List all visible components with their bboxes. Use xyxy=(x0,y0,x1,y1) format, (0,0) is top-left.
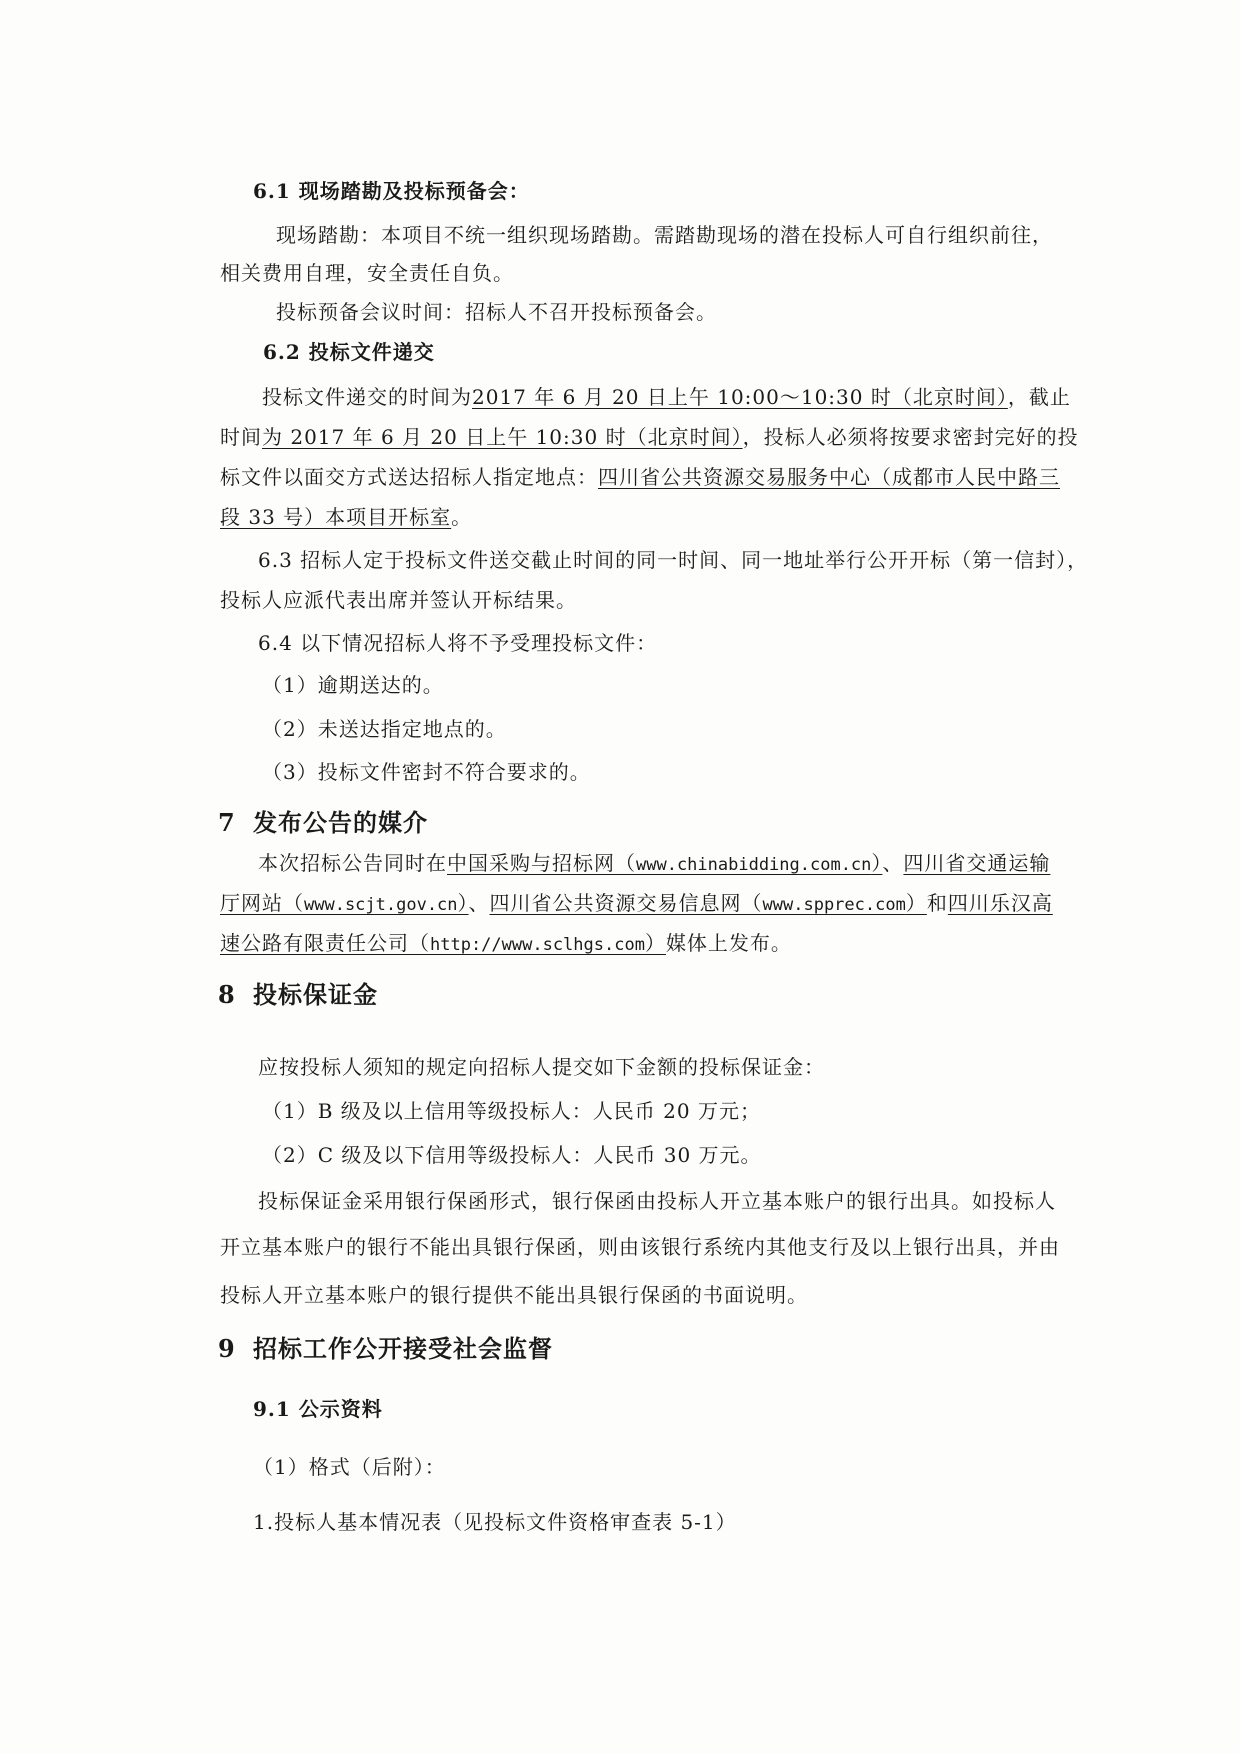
section-6-4-title: 6.4 以下情况招标人将不予受理投标文件： xyxy=(258,631,658,655)
list-item: 1.投标人基本情况表（见投标文件资格审查表 5-1） xyxy=(253,1510,737,1534)
text-segment: 时间 xyxy=(220,425,262,449)
section-7-title: 发布公告的媒介 xyxy=(253,808,428,837)
media-link-sclhgs: 速公路有限责任公司（http://www.sclhgs.com） xyxy=(220,931,666,955)
paragraph-line: 现场踏勘：本项目不统一组织现场踏勘。需踏勘现场的潜在投标人可自行组织前往， xyxy=(276,223,1053,247)
list-item: （1）格式（后附）： xyxy=(253,1455,446,1479)
paragraph-line xyxy=(220,422,1079,452)
paragraph-line xyxy=(220,502,472,532)
media-link-scjt: 四川省交通运输 xyxy=(903,851,1051,875)
section-8-title: 投标保证金 xyxy=(253,980,378,1009)
paragraph-line: 应按投标人须知的规定向招标人提交如下金额的投标保证金： xyxy=(258,1055,825,1079)
list-item: （1）B 级及以上信用等级投标人：人民币 20 万元； xyxy=(262,1099,761,1123)
media-link-sclhgs: 四川乐汉高 xyxy=(947,891,1053,915)
media-link-spprec: 四川省公共资源交易信息网（www.spprec.com） xyxy=(489,891,927,915)
paragraph-line xyxy=(258,848,1050,880)
paragraph-line: 投标保证金采用银行保函形式，银行保函由投标人开立基本账户的银行出具。如投标人 xyxy=(258,1189,1056,1213)
list-item: （2）未送达指定地点的。 xyxy=(262,717,507,741)
paragraph-line xyxy=(220,928,792,960)
text-segment: ，截止 xyxy=(1007,385,1071,409)
paragraph-line: 投标预备会议时间：招标人不召开投标预备会。 xyxy=(276,300,717,324)
section-9-number: 9 xyxy=(218,1334,236,1363)
text-segment: ，投标人必须将按要求密封完好的投 xyxy=(742,425,1079,449)
paragraph-line xyxy=(220,888,1053,920)
submission-time-underlined: 2017 年 6 月 20 日上午 10:00～10:30 时（北京时间） xyxy=(472,385,1008,409)
text-segment: 、 xyxy=(468,891,490,915)
text-segment: 媒体上发布。 xyxy=(665,931,792,955)
location-underlined: 四川省公共资源交易服务中心（成都市人民中路三 xyxy=(598,465,1060,489)
section-6-2-title: 6.2 投标文件递交 xyxy=(263,340,435,364)
section-9-1-title: 9.1 公示资料 xyxy=(253,1397,383,1421)
list-item: （2）C 级及以下信用等级投标人：人民币 30 万元。 xyxy=(262,1143,762,1167)
media-link-chinabidding: 中国采购与招标网（www.chinabidding.com.cn） xyxy=(447,851,883,875)
list-item: （1）逾期送达的。 xyxy=(262,673,444,697)
text-segment: 、 xyxy=(882,851,904,875)
text-segment: 标文件以面交方式送达招标人指定地点： xyxy=(220,465,598,489)
paragraph-line xyxy=(262,382,1071,412)
section-6-1-title: 6.1 现场踏勘及投标预备会： xyxy=(253,179,530,203)
section-9-title: 招标工作公开接受社会监督 xyxy=(253,1334,553,1363)
paragraph-line: 开立基本账户的银行不能出具银行保函，则由该银行系统内其他支行及以上银行出具，并由 xyxy=(220,1235,1060,1259)
text-segment: 投标文件递交的时间为 xyxy=(262,385,472,409)
paragraph-line: 6.3 招标人定于投标文件送交截止时间的同一时间、同一地址举行公开开标（第一信封）， xyxy=(258,548,1089,572)
paragraph-line: 投标人应派代表出席并签认开标结果。 xyxy=(220,588,577,612)
media-link-scjt: 厅网站（www.scjt.gov.cn） xyxy=(220,891,469,915)
paragraph-line: 投标人开立基本账户的银行提供不能出具银行保函的书面说明。 xyxy=(220,1283,808,1307)
section-8-number: 8 xyxy=(218,980,236,1009)
list-item: （3）投标文件密封不符合要求的。 xyxy=(262,760,591,784)
paragraph-line: 相关费用自理，安全责任自负。 xyxy=(220,261,514,285)
text-segment: 本次招标公告同时在 xyxy=(258,851,447,875)
text-segment: 。 xyxy=(451,505,473,529)
paragraph-line xyxy=(220,462,1060,492)
location-underlined: 段 33 号）本项目开标室 xyxy=(220,505,452,529)
text-segment: 和 xyxy=(926,891,948,915)
deadline-underlined: 为 2017 年 6 月 20 日上午 10:30 时（北京时间） xyxy=(262,425,743,449)
section-7-number: 7 xyxy=(218,808,236,837)
